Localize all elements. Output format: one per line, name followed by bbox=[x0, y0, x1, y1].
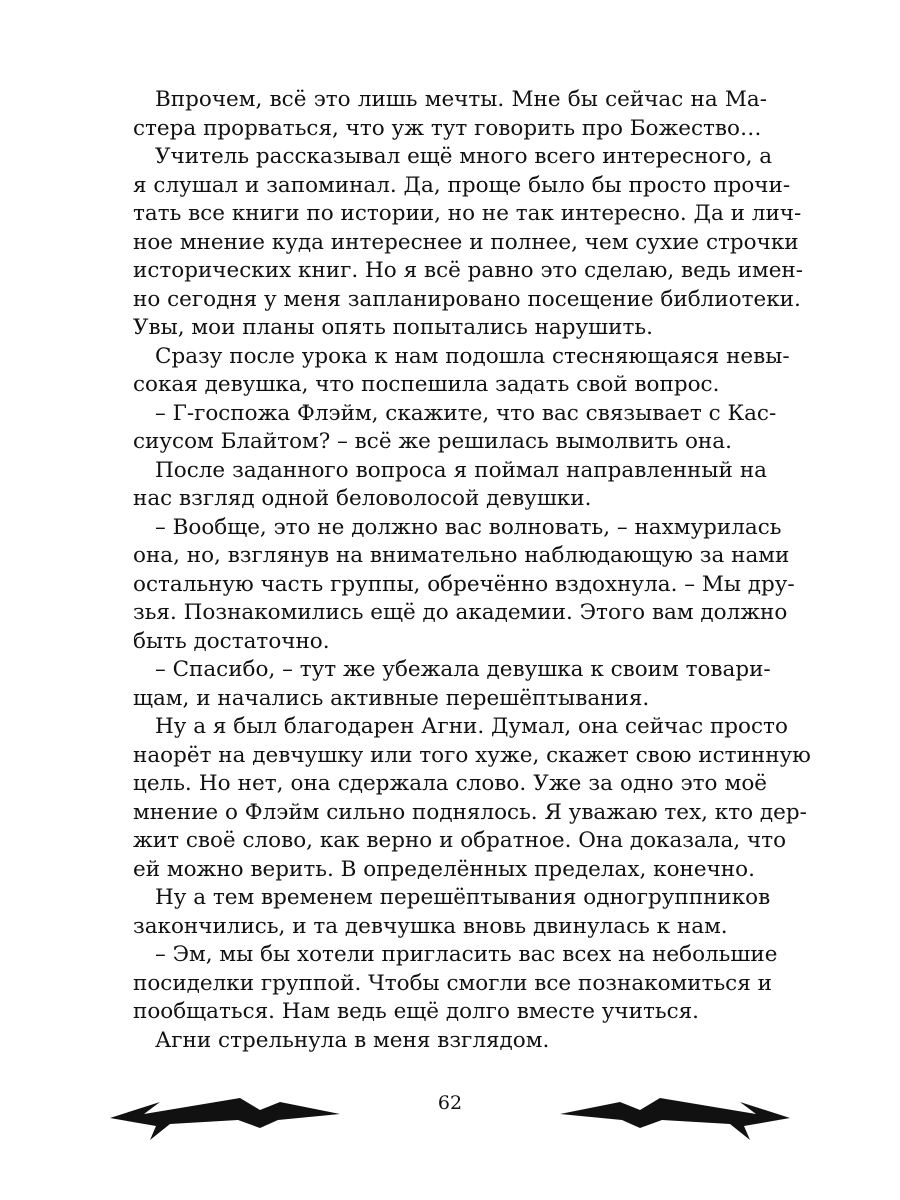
text-line: закончились, и та девчушка вновь двинулась к нам. bbox=[133, 913, 728, 939]
text-line: Сразу после урока к нам подошла стесняющаяся невы- bbox=[155, 343, 790, 369]
text-line: Увы, мои планы опять попытались нарушить. bbox=[133, 315, 653, 340]
text-line: она, но, взглянув на внимательно наблюдающую за нами bbox=[133, 543, 790, 568]
page-footer bbox=[110, 1080, 790, 1140]
text-line: щам, и начались активные перешёптывания. bbox=[133, 685, 650, 711]
text-line: – Спасибо, – тут же убежала девушка к своим товари- bbox=[155, 657, 771, 682]
text-line: стера прорваться, что уж тут говорить про Божество… bbox=[133, 115, 762, 141]
text-line: нас взгляд одной беловолосой девушки. bbox=[133, 486, 592, 511]
text-line: мнение о Флэйм сильно поднялось. Я уважаю тех, кто дер- bbox=[133, 799, 807, 825]
text-line: – Г-госпожа Флэйм, скажите, что вас связывает с Кас- bbox=[155, 400, 777, 426]
text-line: пообщаться. Нам ведь ещё долго вместе учиться. bbox=[133, 999, 700, 1024]
body-text bbox=[133, 86, 811, 1055]
text-line: наорёт на девчушку или того хуже, скажет свою истинную bbox=[133, 742, 811, 768]
text-line: Впрочем, всё это лишь мечты. Мне бы сейчас на Ма- bbox=[155, 87, 767, 112]
page-number: 62 bbox=[437, 1092, 463, 1114]
text-line: ей можно верить. В определённых пределах, конечно. bbox=[133, 856, 755, 882]
text-line: – Вообще, это не должно вас волновать, – нахмурилась bbox=[155, 514, 782, 540]
text-line: быть достаточно. bbox=[133, 628, 330, 654]
text-line: остальную часть группы, обречённо вздохнула. – Мы дру- bbox=[133, 571, 795, 597]
text-line: зья. Познакомились ещё до академии. Этого вам должно bbox=[133, 600, 788, 625]
text-line: ное мнение куда интереснее и полнее, чем сухие строчки bbox=[133, 229, 799, 255]
text-line: После заданного вопроса я поймал направленный на bbox=[155, 457, 767, 483]
text-line: – Эм, мы бы хотели пригласить вас всех на небольшие bbox=[155, 942, 778, 967]
text-line: Учитель рассказывал ещё много всего интересного, а bbox=[155, 144, 773, 169]
text-line: но сегодня у меня запланировано посещение библиотеки. bbox=[133, 286, 801, 312]
text-line: исторических книг. Но я всё равно это сделаю, ведь имен- bbox=[133, 258, 804, 283]
text-line: Ну а я был благодарен Агни. Думал, она сейчас просто bbox=[155, 714, 788, 739]
text-line: я слушал и запоминал. Да, проще было бы просто прочи- bbox=[133, 172, 791, 198]
text-line: сокая девушка, что поспешила задать свой вопрос. bbox=[133, 372, 720, 397]
text-line: Ну а тем временем перешёптывания одногруппников bbox=[155, 885, 771, 910]
text-line: посиделки группой. Чтобы смогли все познакомиться и bbox=[133, 970, 772, 996]
text-line: сиусом Блайтом? – всё же решилась вымолвить она. bbox=[133, 429, 732, 454]
text-line: цель. Но нет, она сдержала слово. Уже за одно это моё bbox=[133, 771, 767, 796]
text-line: жит своё слово, как верно и обратное. Она доказала, что bbox=[133, 828, 787, 853]
text-line: тать все книги по истории, но не так интересно. Да и лич- bbox=[133, 201, 802, 226]
text-line: Агни стрельнула в меня взглядом. bbox=[155, 1027, 550, 1053]
